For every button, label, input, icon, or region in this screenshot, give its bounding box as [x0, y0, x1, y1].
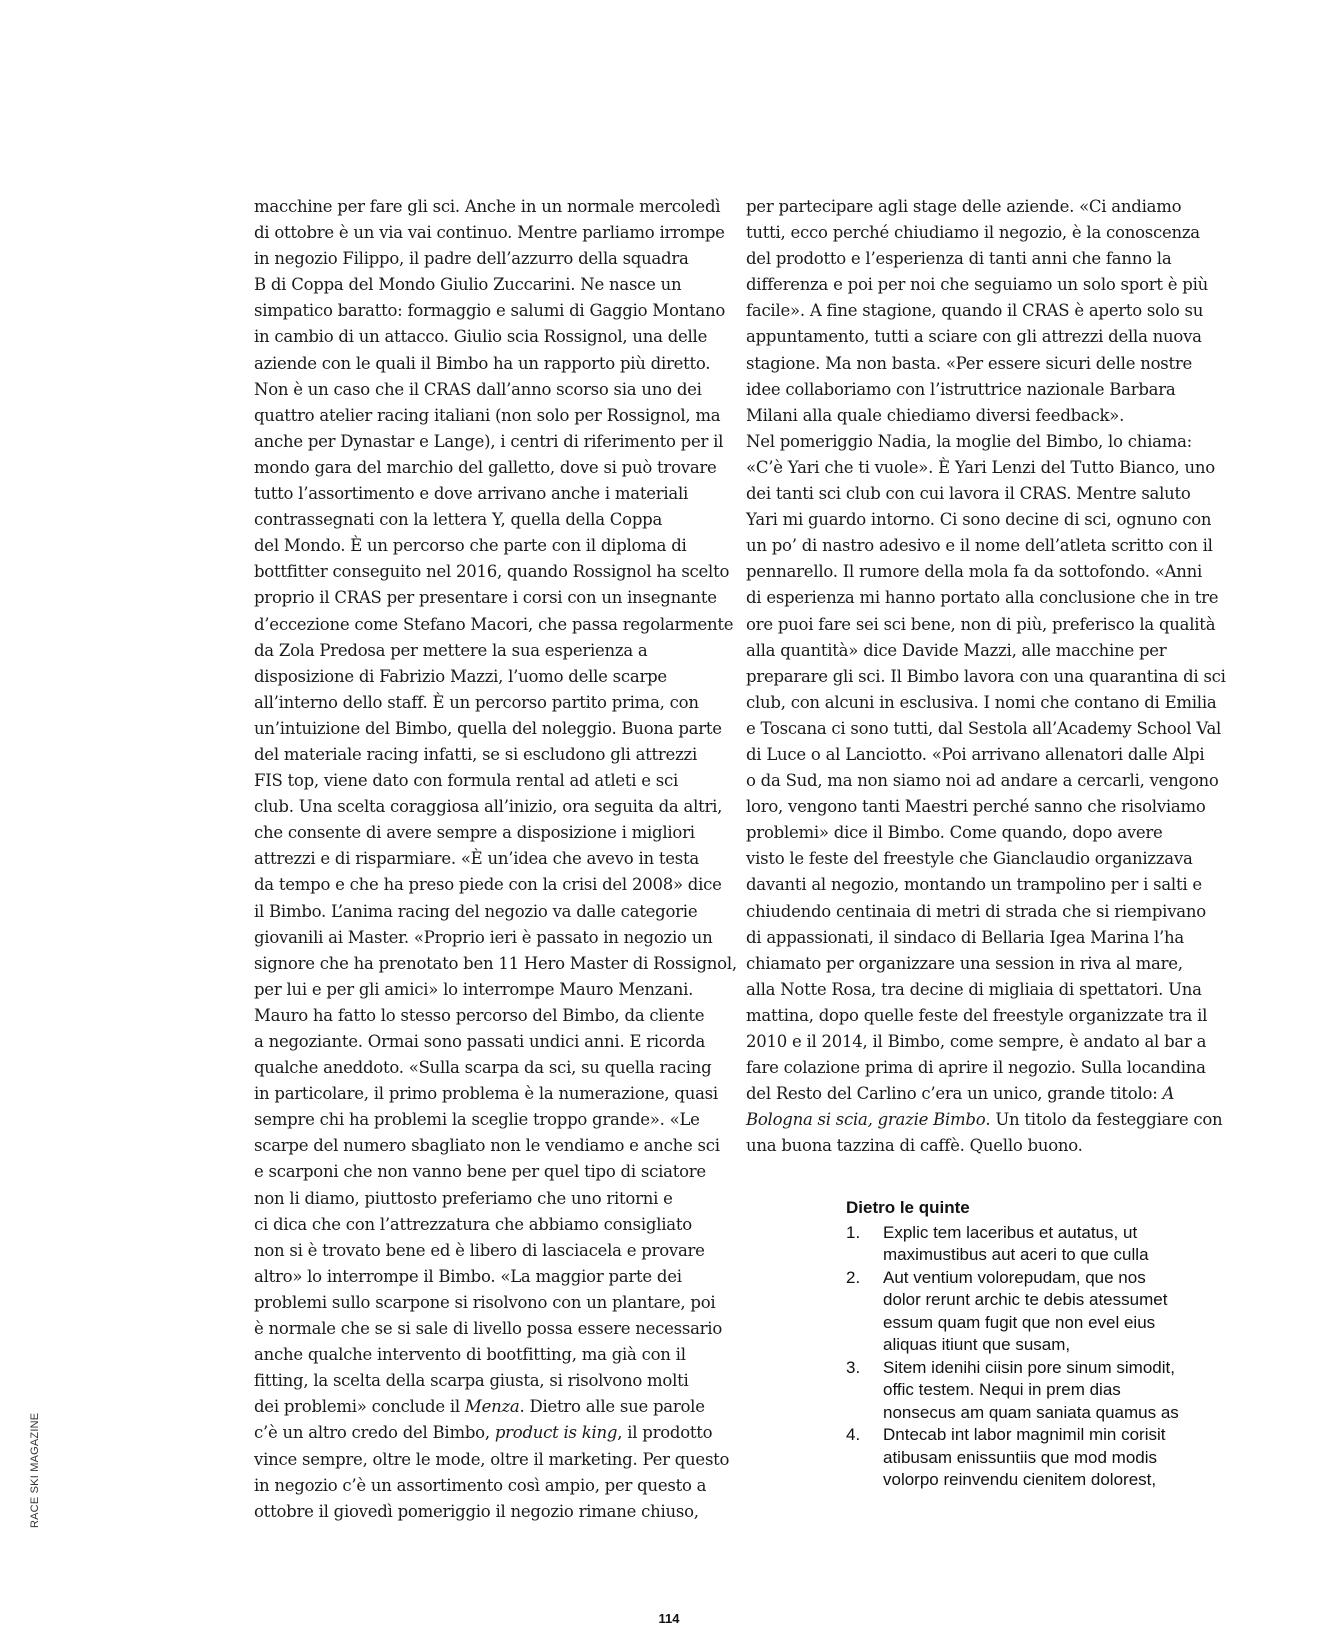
article-text: pennarello. Il rumore della mola fa da sottofondo. «Anni	[746, 562, 1203, 582]
article-line	[254, 1420, 737, 1446]
article-text: scarpe del numero sbagliato non le vendiamo e anche sci	[254, 1136, 720, 1156]
article-line	[746, 194, 1226, 220]
article-line	[254, 507, 737, 533]
article-text: FIS top, viene dato con formula rental ad atleti e sci	[254, 771, 679, 791]
article-text: alla Notte Rosa, tra decine di migliaia di spettatori. Una	[746, 979, 1202, 999]
article-text: chiamato per organizzare una session in riva al mare,	[746, 953, 1183, 973]
article-text: del Resto del Carlino c’era un unico, grande titolo:	[746, 1084, 1163, 1104]
article-text: Milani alla quale chiediamo diversi feedback».	[746, 405, 1125, 425]
article-line	[746, 846, 1226, 872]
article-line	[254, 1264, 737, 1290]
article-text: o da Sud, ma non siamo noi ad andare a cercarli, vengono	[746, 771, 1219, 791]
list-item-text: maximustibus aut aceri to que culla	[883, 1245, 1149, 1264]
article-text: in cambio di un attacco. Giulio scia Rossignol, una delle	[254, 327, 708, 347]
article-line	[746, 533, 1226, 559]
article-text: ci dica che con l’attrezzatura che abbiamo consigliato	[254, 1214, 692, 1234]
article-text: del Mondo. È un percorso che parte con il diploma di	[254, 536, 687, 556]
article-line	[254, 298, 737, 324]
article-line	[254, 664, 737, 690]
list-item-text: volorpo reinvendu cienitem dolorest,	[883, 1470, 1157, 1489]
article-text: anche per Dynastar e Lange), i centri di riferimento per il	[254, 431, 724, 451]
article-text: 2010 e il 2014, il Bimbo, come sempre, è andato al bar a	[746, 1032, 1207, 1051]
article-line	[746, 324, 1226, 350]
article-line	[746, 612, 1226, 638]
list-item-text: Aut ventium volorepudam, que nos	[883, 1267, 1146, 1287]
article-text: il Bimbo. L’anima racing del negozio va dalle categorie	[254, 901, 698, 921]
list-item-text: Dntecab int labor magnimil min corisit	[883, 1425, 1166, 1444]
article-line	[746, 481, 1226, 507]
article-line	[746, 1133, 1226, 1159]
article-text: mattina, dopo quelle feste del freestyle organizzate tra il	[746, 1005, 1208, 1025]
article-line	[254, 1186, 737, 1212]
list-item-text: nonsecus am quam saniata quamus as	[883, 1402, 1179, 1422]
article-text: Mauro ha fatto lo stesso percorso del Bimbo, da cliente	[254, 1005, 705, 1025]
article-text: stagione. Ma non basta. «Per essere sicuri delle nostre	[746, 353, 1193, 373]
article-line	[254, 872, 737, 898]
article-line	[254, 638, 737, 664]
article-line	[746, 1029, 1226, 1055]
list-item	[846, 1222, 1246, 1267]
article-text: aziende con le quali il Bimbo ha un rapporto più diretto.	[254, 353, 711, 373]
article-text: e scarponi che non vanno bene per quel tipo di sciatore	[254, 1162, 706, 1182]
article-text: attrezzi e di risparmiare. «È un’idea che avevo in testa	[254, 849, 699, 869]
list-item-number: 4.	[846, 1425, 861, 1444]
article-line	[254, 1081, 737, 1107]
article-text: d’eccezione come Stefano Macori, che passa regolarmente	[254, 614, 734, 634]
article-line	[254, 1159, 737, 1185]
article-text: in negozio Filippo, il padre dell’azzurro della squadra	[254, 249, 689, 269]
article-line	[254, 481, 737, 507]
article-text: giovanili ai Master. «Proprio ieri è passato in negozio un	[254, 927, 713, 947]
article-line	[746, 246, 1226, 272]
article-text: bottfitter conseguito nel 2016, quando Rossignol ha scelto	[254, 562, 730, 582]
article-text: tutti, ecco perché chiudiamo il negozio, è la conoscenza	[746, 223, 1200, 243]
article-text: appuntamento, tutti a sciare con gli attrezzi della nuova	[746, 327, 1202, 347]
article-line	[254, 403, 737, 429]
article-text: non li diamo, piuttosto preferiamo che uno ritorni e	[254, 1188, 673, 1208]
article-line	[254, 716, 737, 742]
article-line	[254, 899, 737, 925]
article-line	[746, 377, 1226, 403]
article-text: . Dietro alle sue parole	[519, 1397, 705, 1417]
article-line	[254, 377, 737, 403]
article-text: , il prodotto	[617, 1423, 713, 1443]
article-line	[746, 925, 1226, 951]
article-line	[254, 1238, 737, 1264]
article-line	[254, 1212, 737, 1238]
article-text: un po’ di nastro adesivo e il nome dell’atleta scritto con il	[746, 536, 1213, 556]
article-column-left	[254, 194, 737, 1525]
article-text: che consente di avere sempre a disposizione i migliori	[254, 823, 695, 843]
article-text: sempre chi ha problemi la sceglie troppo grande». «Le	[254, 1110, 700, 1130]
article-line	[254, 220, 737, 246]
article-text: per partecipare agli stage delle aziende. «Ci andiamo	[746, 197, 1182, 216]
list-item	[846, 1357, 1246, 1425]
article-line	[254, 272, 737, 298]
article-line	[254, 742, 737, 768]
list-item	[846, 1424, 1246, 1492]
article-line	[746, 585, 1226, 611]
article-text: anche qualche intervento di bootfitting, ma già con il	[254, 1345, 686, 1365]
article-line	[746, 272, 1226, 298]
article-text: problemi» dice il Bimbo. Come quando, dopo avere	[746, 823, 1163, 843]
list-item-text: atibusam enissuntiis que mod modis	[883, 1447, 1158, 1467]
article-text: qualche aneddoto. «Sulla scarpa da sci, su quella racing	[254, 1058, 712, 1078]
article-line	[254, 794, 737, 820]
article-text: davanti al negozio, montando un trampolino per i salti e	[746, 875, 1202, 895]
magazine-name-label: RACE SKI MAGAZINE	[29, 1412, 41, 1528]
article-line	[746, 1107, 1226, 1133]
list-item-text: offic testem. Nequi in prem dias	[883, 1380, 1121, 1399]
article-text: è normale che se si sale di livello possa essere necessario	[254, 1319, 723, 1339]
article-text: in negozio c’è un assortimento così ampio, per questo a	[254, 1475, 707, 1495]
article-text: vince sempre, oltre le mode, oltre il marketing. Per questo	[254, 1449, 730, 1469]
sidebar-box-title: Dietro le quinte	[846, 1198, 970, 1217]
article-line	[746, 872, 1226, 898]
article-line	[254, 1342, 737, 1368]
article-text: del prodotto e l’esperienza di tanti anni che fanno la	[746, 249, 1172, 269]
article-text: chiudendo centinaia di metri di strada che si riempivano	[746, 901, 1206, 921]
article-text: proprio il CRAS per presentare i corsi con un insegnante	[254, 588, 717, 608]
article-line	[746, 638, 1226, 664]
article-text: del materiale racing infatti, se si escludono gli attrezzi	[254, 744, 697, 764]
article-text: una buona tazzina di caffè. Quello buono.	[746, 1136, 1083, 1156]
article-text: problemi sullo scarpone si risolvono con un plantare, poi	[254, 1292, 716, 1312]
list-item-text: essum quam fugit que non evel eius	[883, 1312, 1156, 1332]
article-text: di Luce o al Lanciotto. «Poi arrivano allenatori dalle Alpi	[746, 744, 1205, 764]
article-text: simpatico baratto: formaggio e salumi di Gaggio Montano	[254, 301, 726, 321]
article-text: disposizione di Fabrizio Mazzi, l’uomo delle scarpe	[254, 666, 667, 686]
article-text: e Toscana ci sono tutti, dal Sestola all’Academy School Val	[746, 718, 1222, 738]
article-text-italic: Bologna si scia, grazie Bimbo	[746, 1110, 986, 1130]
article-text-italic: Menza	[464, 1397, 520, 1417]
article-text: mondo gara del marchio del galletto, dove si può trovare	[254, 457, 717, 477]
article-line	[254, 925, 737, 951]
article-line	[254, 951, 737, 977]
article-text: «C’è Yari che ti vuole». È Yari Lenzi del Tutto Bianco, uno	[746, 457, 1215, 477]
article-line	[746, 1055, 1226, 1081]
article-line	[746, 1081, 1226, 1107]
list-item-text: Explic tem laceribus et autatus, ut	[883, 1222, 1138, 1242]
article-line	[254, 690, 737, 716]
article-line	[254, 977, 737, 1003]
article-line	[254, 429, 737, 455]
article-line	[746, 899, 1226, 925]
article-line	[254, 1473, 737, 1499]
article-text: facile». A fine stagione, quando il CRAS è aperto solo su	[746, 301, 1204, 321]
article-text: tutto l’assortimento e dove arrivano anche i materiali	[254, 484, 689, 504]
page-number: 114	[658, 1611, 680, 1626]
article-text: fare colazione prima di aprire il negozio. Sulla locandina	[746, 1058, 1206, 1078]
article-line	[746, 742, 1226, 768]
article-text: quattro atelier racing italiani (non solo per Rossignol, ma	[254, 405, 721, 425]
article-line	[254, 1133, 737, 1159]
article-line	[746, 559, 1226, 585]
article-line	[746, 951, 1226, 977]
article-text: contrassegnati con la lettera Y, quella della Coppa	[254, 510, 663, 530]
article-text: club. Una scelta coraggiosa all’inizio, ora seguita da altri,	[254, 797, 723, 817]
article-line	[254, 1316, 737, 1342]
article-text: di appassionati, il sindaco di Bellaria Igea Marina l’ha	[746, 927, 1185, 947]
article-text: in particolare, il primo problema è la numerazione, quasi	[254, 1084, 718, 1104]
article-line	[746, 298, 1226, 324]
article-line	[254, 455, 737, 481]
article-text: un’intuizione del Bimbo, quella del noleggio. Buona parte	[254, 718, 722, 738]
article-line	[746, 664, 1226, 690]
article-line	[746, 1003, 1226, 1029]
article-line	[254, 351, 737, 377]
article-text: a negoziante. Ormai sono passati undici anni. E ricorda	[254, 1032, 706, 1051]
article-line	[254, 846, 737, 872]
article-line	[254, 1107, 737, 1133]
list-item-number: 1.	[846, 1222, 861, 1242]
list-item-number: 3.	[846, 1357, 861, 1377]
article-text: Yari mi guardo intorno. Ci sono decine di sci, ognuno con	[746, 510, 1212, 530]
article-text-italic: A	[1162, 1084, 1175, 1104]
article-line	[746, 794, 1226, 820]
article-text: per lui e per gli amici» lo interrompe Mauro Menzani.	[254, 979, 694, 999]
list-item-text: dolor rerunt archic te debis atessumet	[883, 1290, 1168, 1309]
article-line	[746, 455, 1226, 481]
article-text: da tempo e che ha preso piede con la crisi del 2008» dice	[254, 875, 722, 895]
article-text: B di Coppa del Mondo Giulio Zuccarini. Ne nasce un	[254, 275, 682, 295]
article-text: c’è un altro credo del Bimbo,	[254, 1423, 495, 1443]
article-text: loro, vengono tanti Maestri perché sanno che risolviamo	[746, 797, 1206, 817]
list-item-text: Sitem idenihi ciisin pore sinum simodit,	[883, 1357, 1175, 1377]
article-line	[746, 429, 1226, 455]
article-line	[254, 820, 737, 846]
article-text: dei problemi» conclude il	[254, 1397, 465, 1417]
article-line	[746, 507, 1226, 533]
list-item	[846, 1267, 1246, 1357]
article-text: dei tanti sci club con cui lavora il CRAS. Mentre saluto	[746, 484, 1191, 504]
article-line	[254, 1447, 737, 1473]
article-line	[746, 768, 1226, 794]
article-text: alla quantità» dice Davide Mazzi, alle macchine per	[746, 640, 1167, 660]
article-column-right	[746, 194, 1226, 1159]
article-line	[254, 1368, 737, 1394]
article-text: idee collaboriamo con l’istruttrice nazionale Barbara	[746, 379, 1176, 399]
article-text: ottobre il giovedì pomeriggio il negozio rimane chiuso,	[254, 1501, 699, 1521]
article-text: di ottobre è un via vai continuo. Mentre parliamo irrompe	[254, 223, 725, 243]
article-text-italic: product is king	[494, 1423, 618, 1443]
article-text: da Zola Predosa per mettere la sua esperienza a	[254, 640, 648, 660]
article-line	[254, 533, 737, 559]
article-line	[254, 768, 737, 794]
article-text: ore puoi fare sei sci bene, non di più, preferisco la qualità	[746, 614, 1216, 634]
article-line	[254, 1499, 737, 1525]
article-line	[746, 716, 1226, 742]
article-line	[254, 1055, 737, 1081]
article-text: visto le feste del freestyle che Gianclaudio organizzava	[746, 849, 1193, 869]
article-line	[254, 324, 737, 350]
article-text: signore che ha prenotato ben 11 Hero Master di Rossignol,	[254, 953, 737, 973]
article-text: . Un titolo da festeggiare con	[985, 1110, 1223, 1130]
article-text: differenza e poi per noi che seguiamo un solo sport è più	[746, 275, 1208, 295]
article-line	[254, 1394, 737, 1420]
article-line	[746, 977, 1226, 1003]
sidebar-box-list	[846, 1222, 1246, 1492]
article-line	[254, 1029, 737, 1055]
article-text: fitting, la scelta della scarpa giusta, si risolvono molti	[254, 1371, 689, 1391]
article-text: macchine per fare gli sci. Anche in un normale mercoledì	[254, 197, 721, 216]
article-line	[746, 351, 1226, 377]
article-line	[746, 820, 1226, 846]
article-line	[254, 1003, 737, 1029]
list-item-text: aliquas itiunt que susam,	[883, 1335, 1071, 1354]
article-line	[746, 403, 1226, 429]
article-line	[746, 690, 1226, 716]
article-text: Non è un caso che il CRAS dall’anno scorso sia uno dei	[254, 379, 702, 399]
article-line	[254, 194, 737, 220]
sidebar-box	[846, 1197, 1246, 1492]
list-item-number: 2.	[846, 1267, 861, 1287]
article-line	[254, 1290, 737, 1316]
article-line	[254, 612, 737, 638]
article-line	[254, 559, 737, 585]
article-line	[254, 585, 737, 611]
article-text: altro» lo interrompe il Bimbo. «La maggior parte dei	[254, 1266, 682, 1286]
article-text: di esperienza mi hanno portato alla conclusione che in tre	[746, 588, 1219, 608]
article-line	[746, 220, 1226, 246]
article-line	[254, 246, 737, 272]
article-text: all’interno dello staff. È un percorso partito prima, con	[254, 692, 699, 712]
article-text: non si è trovato bene ed è libero di lasciacela e provare	[254, 1240, 705, 1260]
article-text: preparare gli sci. Il Bimbo lavora con una quarantina di sci	[746, 666, 1226, 686]
article-text: club, con alcuni in esclusiva. I nomi che contano di Emilia	[746, 692, 1217, 712]
article-text: Nel pomeriggio Nadia, la moglie del Bimbo, lo chiama:	[746, 431, 1192, 451]
